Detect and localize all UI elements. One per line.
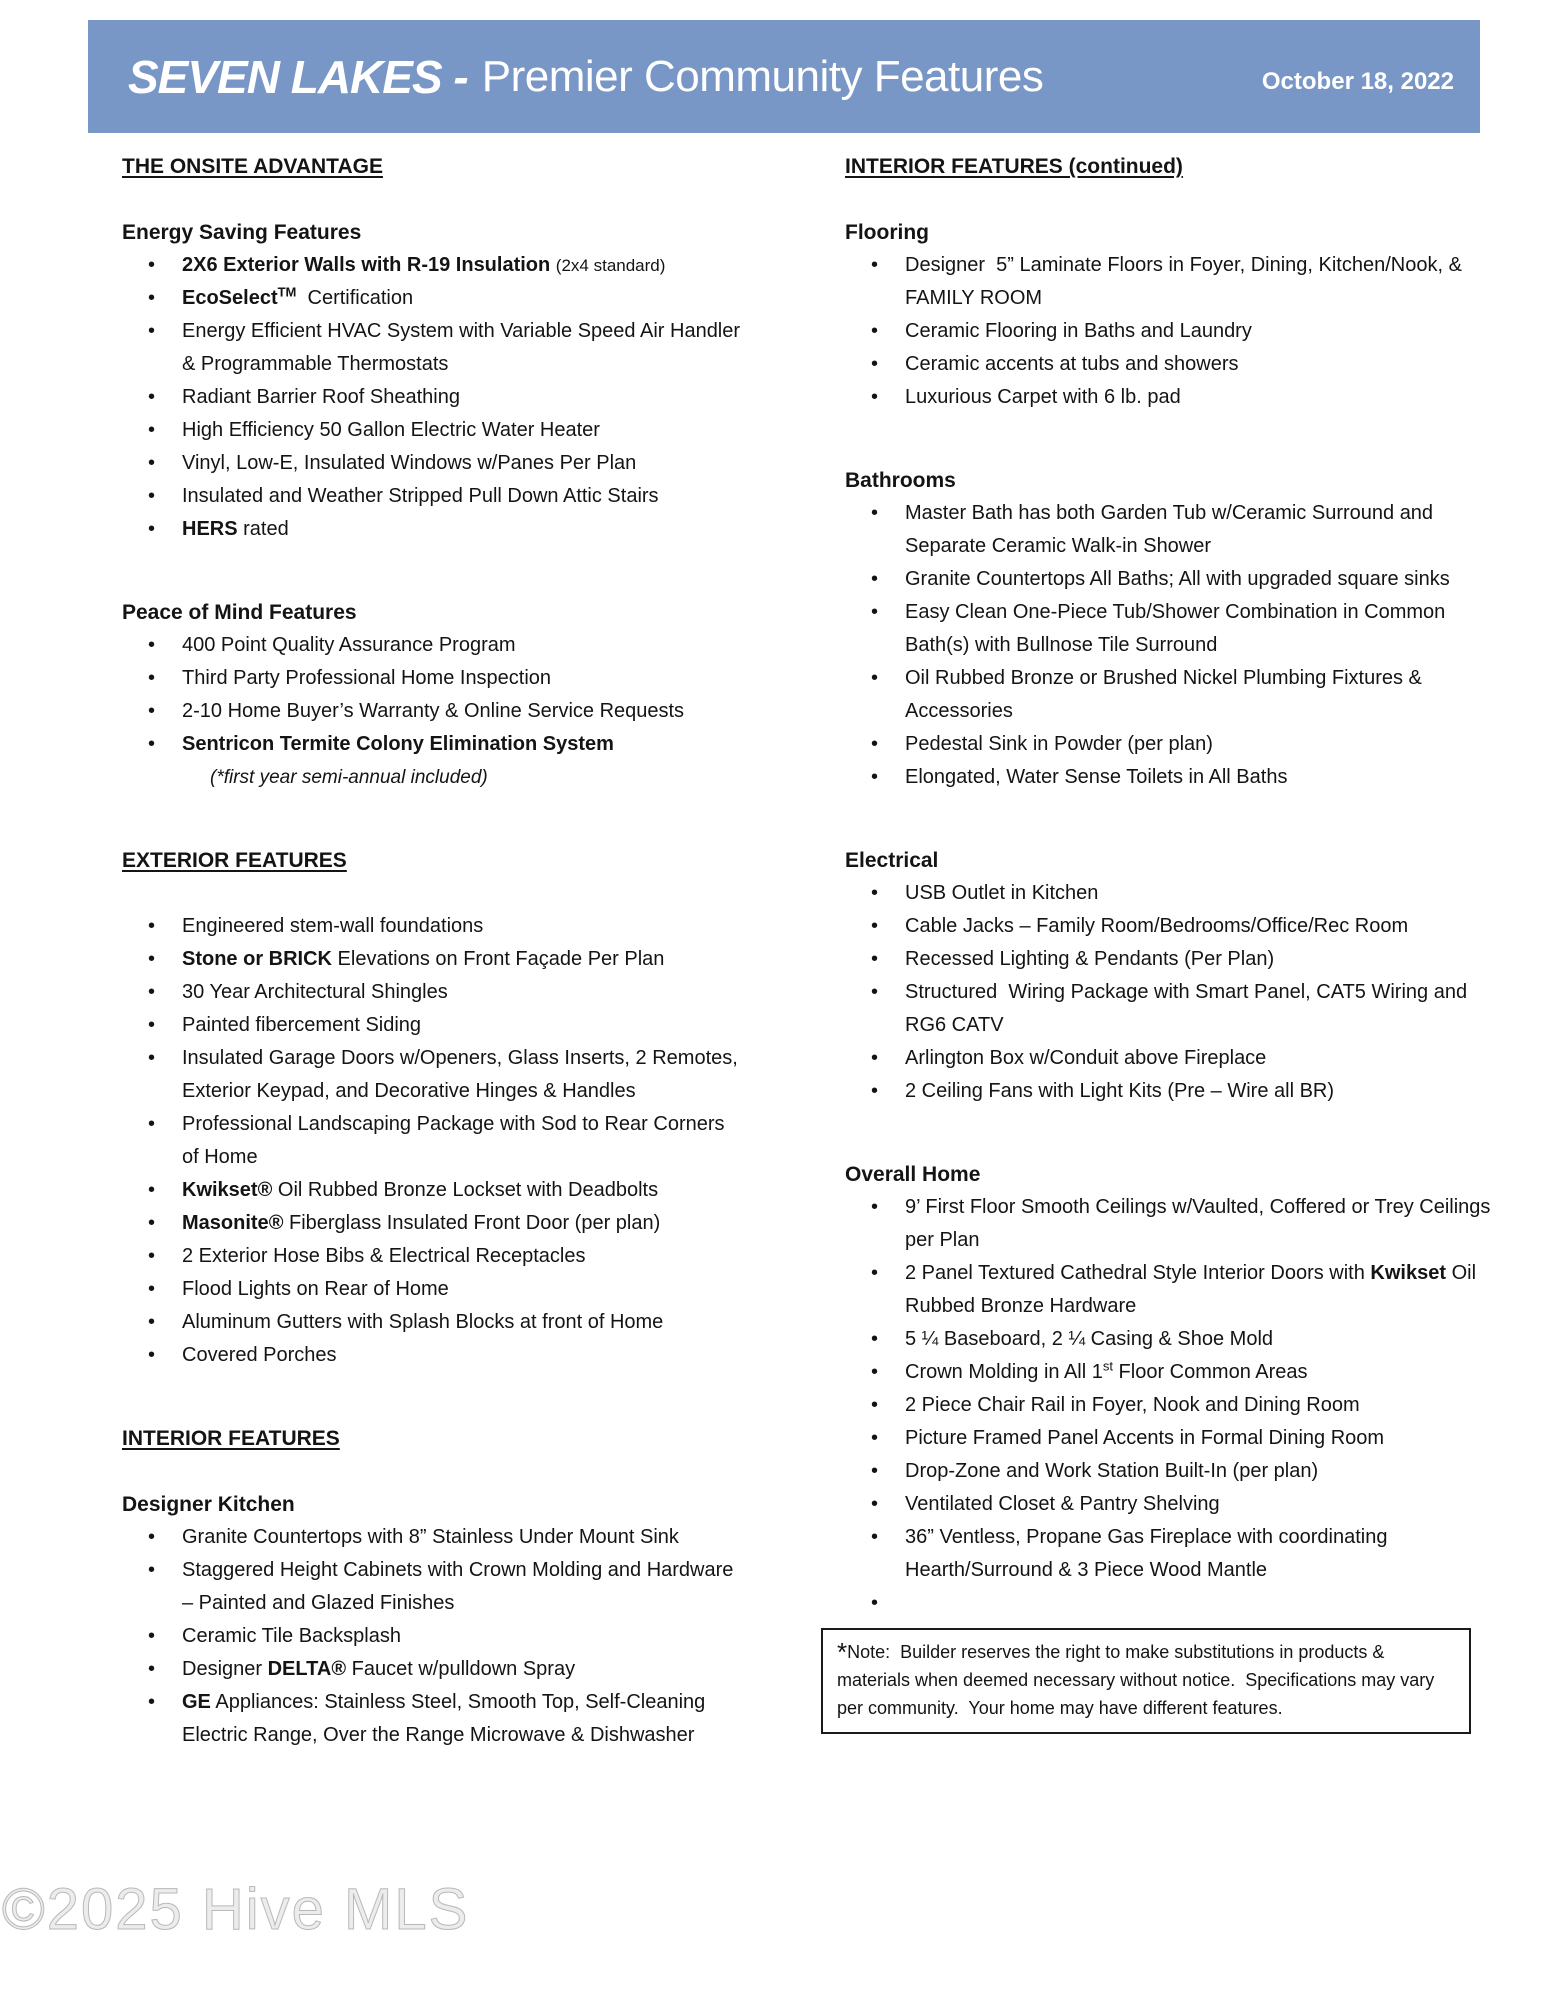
text-run: (*first year semi-annual included) <box>210 767 488 788</box>
list-item <box>122 910 744 943</box>
list-item-text <box>182 1686 744 1752</box>
list-item-text <box>182 513 744 546</box>
subsection-heading: Electrical <box>845 849 939 872</box>
text-run: Appliances: Stainless Steel, Smooth Top, Self-Cleaning Electric Range, Over the Range Microwave & Dishwasher <box>182 1691 711 1746</box>
text-run: 30 Year Architectural Shingles <box>182 981 448 1003</box>
list-item-text <box>182 1653 744 1686</box>
list-item <box>122 1207 744 1240</box>
bullet-icon: • <box>871 1460 879 1482</box>
bullet-icon: • <box>148 1179 156 1201</box>
text-run: GE <box>182 1691 211 1713</box>
bullet-icon: • <box>148 1113 156 1135</box>
bullet-icon: • <box>148 1047 156 1069</box>
bullet-icon: • <box>148 485 156 507</box>
list-item <box>122 1174 744 1207</box>
list-item <box>122 414 744 447</box>
list-item-text <box>905 1191 1496 1257</box>
list-item-text <box>182 1042 744 1108</box>
bullet-icon: • <box>148 1658 156 1680</box>
bullet-icon: • <box>148 320 156 342</box>
list-item <box>845 1455 1493 1488</box>
list-item-text <box>182 629 744 662</box>
text-run: ® <box>331 1658 347 1680</box>
list-item <box>845 348 1493 381</box>
list-item <box>122 629 744 662</box>
text-run: Covered Porches <box>182 1344 337 1366</box>
bullet-icon: • <box>148 419 156 441</box>
bullet-icon: • <box>871 1080 879 1102</box>
text-run: Insulated and Weather Stripped Pull Down Attic Stairs <box>182 485 659 507</box>
text-run: Designer 5” Laminate Floors in Foyer, Dining, Kitchen/Nook, & FAMILY ROOM <box>905 254 1468 309</box>
bullet-icon: • <box>148 1014 156 1036</box>
text-run: Masonite <box>182 1212 269 1234</box>
text-run: High Efficiency 50 Gallon Electric Water Heater <box>182 419 600 441</box>
list-item-text <box>182 1521 744 1554</box>
text-run: Picture Framed Panel Accents in Formal Dining Room <box>905 1427 1385 1449</box>
text-run: Radiant Barrier Roof Sheathing <box>182 386 460 408</box>
list-item-text <box>905 1356 1493 1389</box>
text-run: Kwikset <box>182 1179 258 1201</box>
text-run: Granite Countertops with 8” Stainless Under Mount Sink <box>182 1526 679 1548</box>
bullet-icon: • <box>871 1328 879 1350</box>
bullet-icon: • <box>871 915 879 937</box>
list-item-text <box>182 1273 744 1306</box>
text-run: Pedestal Sink in Powder (per plan) <box>905 733 1213 755</box>
list-item-text <box>182 282 744 315</box>
list-item-text <box>182 1207 744 1240</box>
text-run: Oil Rubbed Bronze or Brushed Nickel Plumbing Fixtures & Accessories <box>905 667 1427 722</box>
list-item <box>845 497 1493 563</box>
list-item-text <box>182 1174 744 1207</box>
text-run: HERS <box>182 518 238 540</box>
bullet-icon: • <box>148 915 156 937</box>
section-heading: INTERIOR FEATURES (continued) <box>845 155 1183 178</box>
list-item-text <box>905 1389 1493 1422</box>
list-item <box>122 513 744 546</box>
bullet-icon: • <box>871 1526 879 1548</box>
bullet-icon: • <box>871 1592 879 1614</box>
text-run: Ventilated Closet & Pantry Shelving <box>905 1493 1220 1515</box>
list-item <box>845 1257 1493 1323</box>
list-item-text <box>905 315 1493 348</box>
bullet-list <box>845 877 1493 1108</box>
text-run: Kwikset <box>1370 1262 1447 1284</box>
subsection-heading: Peace of Mind Features <box>122 601 357 624</box>
text-run: Elevations on Front Façade Per Plan <box>332 948 665 970</box>
bullet-list <box>122 249 744 546</box>
text-run: Cable Jacks – Family Room/Bedrooms/Office/Rec Room <box>905 915 1409 937</box>
list-item-text <box>182 1554 744 1620</box>
text-run: Faucet w/pulldown Spray <box>346 1658 576 1680</box>
text-run: (2x4 standard) <box>555 256 666 275</box>
list-item-text <box>182 1620 744 1653</box>
list-item-text <box>182 662 744 695</box>
bullet-icon: • <box>871 568 879 590</box>
list-item <box>122 381 744 414</box>
bullet-icon: • <box>871 981 879 1003</box>
list-item <box>122 249 744 282</box>
text-run: Granite Countertops All Baths; All with upgraded square sinks <box>905 568 1450 590</box>
list-item-text <box>905 1587 1493 1620</box>
bullet-icon: • <box>148 452 156 474</box>
list-item-text <box>182 695 744 728</box>
text-run: DELTA <box>267 1658 332 1680</box>
text-run: Energy Efficient HVAC System with Variable Speed Air Handler & Programmable Thermostats <box>182 320 746 375</box>
bullet-icon: • <box>148 1245 156 1267</box>
list-item <box>845 1042 1493 1075</box>
text-run: Aluminum Gutters with Splash Blocks at front of Home <box>182 1311 664 1333</box>
text-run: Third Party Professional Home Inspection <box>182 667 552 689</box>
list-item-text <box>182 1240 744 1273</box>
list-item-text <box>905 563 1493 596</box>
text-run: 9’ First Floor Smooth Ceilings w/Vaulted, Coffered or Trey Ceilings per Plan <box>905 1196 1496 1251</box>
bullet-icon: • <box>148 1212 156 1234</box>
section-heading: EXTERIOR FEATURES <box>122 849 347 872</box>
list-item-text <box>905 249 1493 315</box>
text-run: Flood Lights on Rear of Home <box>182 1278 449 1300</box>
list-item <box>845 761 1493 794</box>
text-run: Note: Builder reserves the right to make substitutions in products & materials when deemed necessary without notice. Specifications may vary per community. Your home may have different features. <box>837 1642 1440 1718</box>
bullet-icon: • <box>148 981 156 1003</box>
list-item <box>845 563 1493 596</box>
list-item <box>845 315 1493 348</box>
text-run: Oil Rubbed Bronze Hardware <box>905 1262 1482 1317</box>
list-item <box>845 1356 1493 1389</box>
list-item <box>122 447 744 480</box>
list-item-text <box>182 910 744 943</box>
list-item-text <box>905 1455 1493 1488</box>
text-run: Recessed Lighting & Pendants (Per Plan) <box>905 948 1275 970</box>
bullet-icon: • <box>148 1526 156 1548</box>
list-item <box>122 695 744 728</box>
list-item-text <box>905 348 1493 381</box>
text-run: 2-10 Home Buyer’s Warranty & Online Service Requests <box>182 700 685 722</box>
text-run: Structured Wiring Package with Smart Panel, CAT5 Wiring and RG6 CATV <box>905 981 1473 1036</box>
brand-text: SEVEN LAKES - <box>128 50 468 103</box>
list-item-text <box>182 728 744 761</box>
text-run: TM <box>277 284 297 300</box>
list-item-text <box>182 249 744 282</box>
list-item-text <box>905 596 1493 662</box>
disclaimer-note <box>821 1628 1471 1734</box>
list-item-text <box>905 943 1493 976</box>
list-item <box>845 1587 1493 1620</box>
bullet-icon: • <box>148 1559 156 1581</box>
list-item-text <box>905 728 1493 761</box>
text-run: 5 ¼ Baseboard, 2 ¼ Casing & Shoe Mold <box>905 1328 1274 1350</box>
text-run: Certification <box>296 287 414 309</box>
bullet-icon: • <box>871 502 879 524</box>
right-column <box>837 150 1496 1734</box>
section-heading: THE ONSITE ADVANTAGE <box>122 155 383 178</box>
list-item <box>122 1653 744 1686</box>
bullet-list <box>845 1191 1496 1620</box>
list-item-text <box>905 662 1493 728</box>
list-item-text <box>905 976 1493 1042</box>
bullet-icon: • <box>871 320 879 342</box>
text-run: Fiberglass Insulated Front Door (per plan) <box>283 1212 661 1234</box>
list-item <box>122 1521 744 1554</box>
list-item-text <box>182 976 744 1009</box>
list-item <box>845 596 1493 662</box>
list-item <box>122 315 744 381</box>
list-item-text <box>905 910 1493 943</box>
list-item-text <box>182 1339 744 1372</box>
bullet-icon: • <box>148 1691 156 1713</box>
text-run: USB Outlet in Kitchen <box>905 882 1099 904</box>
list-item <box>122 1554 744 1620</box>
text-run: Insulated Garage Doors w/Openers, Glass Inserts, 2 Remotes, Exterior Keypad, and Decorative Hinges & Handles <box>182 1047 744 1102</box>
list-item <box>122 728 744 761</box>
left-column <box>122 150 744 1752</box>
subsection-heading: Designer Kitchen <box>122 1493 295 1516</box>
text-run: Ceramic accents at tubs and showers <box>905 353 1239 375</box>
page-title: Premier Community Features <box>481 51 1044 101</box>
text-run: Vinyl, Low-E, Insulated Windows w/Panes Per Plan <box>182 452 637 474</box>
bullet-icon: • <box>871 254 879 276</box>
bullet-icon: • <box>871 1394 879 1416</box>
list-item-text <box>905 877 1493 910</box>
list-item-text <box>905 1257 1493 1323</box>
text-run: 36” Ventless, Propane Gas Fireplace with coordinating Hearth/Surround & 3 Piece Wood Mantle <box>905 1526 1394 1581</box>
list-item-text <box>182 1009 744 1042</box>
bullet-list <box>122 629 744 794</box>
list-item <box>122 1240 744 1273</box>
list-item-text <box>182 447 744 480</box>
list-item-text <box>182 480 744 513</box>
list-item <box>845 1422 1493 1455</box>
bullet-icon: • <box>871 1361 879 1383</box>
list-item <box>122 282 744 315</box>
bullet-icon: • <box>148 634 156 656</box>
text-run: Oil Rubbed Bronze Lockset with Deadbolts <box>272 1179 659 1201</box>
list-item-text <box>905 761 1493 794</box>
text-run: Engineered stem-wall foundations <box>182 915 484 937</box>
text-run: EcoSelect <box>182 287 278 309</box>
bullet-icon: • <box>871 1493 879 1515</box>
list-item <box>845 943 1493 976</box>
bullet-icon: • <box>871 1262 879 1284</box>
text-run: st <box>1102 1358 1113 1374</box>
list-item <box>122 1108 744 1174</box>
watermark: ©2025 Hive MLS <box>2 1877 470 1942</box>
bullet-icon: • <box>871 1427 879 1449</box>
text-run: Elongated, Water Sense Toilets in All Baths <box>905 766 1288 788</box>
bullet-list <box>122 910 744 1372</box>
text-run: Drop-Zone and Work Station Built-In (per plan) <box>905 1460 1319 1482</box>
bullet-list <box>845 497 1493 794</box>
text-run: 2X6 Exterior Walls with R-19 Insulation <box>182 254 556 276</box>
bullet-icon: • <box>871 601 879 623</box>
list-item <box>845 976 1493 1042</box>
list-subnote <box>210 761 744 794</box>
bullet-icon: • <box>871 1196 879 1218</box>
text-run: 400 Point Quality Assurance Program <box>182 634 516 656</box>
list-item <box>122 662 744 695</box>
list-item-text <box>182 943 744 976</box>
list-item-text <box>182 381 744 414</box>
text-run: Easy Clean One-Piece Tub/Shower Combination in Common Bath(s) with Bullnose Tile Surround <box>905 601 1451 656</box>
list-item-text <box>905 1422 1493 1455</box>
text-run: 2 Ceiling Fans with Light Kits (Pre – Wire all BR) <box>905 1080 1335 1102</box>
text-run: Luxurious Carpet with 6 lb. pad <box>905 386 1181 408</box>
text-run: Crown Molding in All 1 <box>905 1361 1103 1383</box>
text-run: Master Bath has both Garden Tub w/Ceramic Surround and Separate Ceramic Walk-in Shower <box>905 502 1439 557</box>
bullet-icon: • <box>148 733 156 755</box>
bullet-icon: • <box>148 518 156 540</box>
list-item-text <box>182 414 744 447</box>
bullet-icon: • <box>148 1311 156 1333</box>
subsection-heading: Bathrooms <box>845 469 956 492</box>
text-run: Stone or BRICK <box>182 948 332 970</box>
bullet-icon: • <box>871 882 879 904</box>
bullet-icon: • <box>148 667 156 689</box>
section-heading: INTERIOR FEATURES <box>122 1427 340 1450</box>
list-item-text <box>905 1488 1493 1521</box>
list-item-text <box>905 1075 1493 1108</box>
text-run: 2 Piece Chair Rail in Foyer, Nook and Dining Room <box>905 1394 1360 1416</box>
subsection-heading: Overall Home <box>845 1163 981 1186</box>
list-item <box>845 1389 1493 1422</box>
text-run: 2 Panel Textured Cathedral Style Interior Doors with <box>905 1262 1371 1284</box>
bullet-icon: • <box>871 948 879 970</box>
list-item <box>845 1191 1496 1257</box>
list-item-text <box>905 1042 1493 1075</box>
text-run: Sentricon Termite Colony Elimination System <box>182 733 614 755</box>
list-item <box>122 943 744 976</box>
list-item-text <box>182 1108 744 1174</box>
list-item <box>122 1306 744 1339</box>
text-run: 2 Exterior Hose Bibs & Electrical Receptacles <box>182 1245 586 1267</box>
bullet-icon: • <box>871 353 879 375</box>
bullet-icon: • <box>871 386 879 408</box>
text-run: Staggered Height Cabinets with Crown Molding and Hardware – Painted and Glazed Finishes <box>182 1559 739 1614</box>
bullet-icon: • <box>871 667 879 689</box>
bullet-icon: • <box>871 733 879 755</box>
list-item-text <box>905 381 1493 414</box>
bullet-icon: • <box>148 1278 156 1300</box>
list-item <box>845 1521 1493 1587</box>
bullet-icon: • <box>148 254 156 276</box>
bullet-icon: • <box>148 1625 156 1647</box>
bullet-icon: • <box>148 1344 156 1366</box>
list-item <box>845 1075 1493 1108</box>
list-item <box>122 1620 744 1653</box>
list-item <box>845 381 1493 414</box>
list-item-text <box>905 1323 1493 1356</box>
list-item <box>845 1323 1493 1356</box>
list-item <box>845 249 1493 315</box>
text-run: Professional Landscaping Package with Sod to Rear Corners of Home <box>182 1113 731 1168</box>
bullet-list <box>845 249 1493 414</box>
bullet-icon: • <box>148 700 156 722</box>
list-item <box>122 1042 744 1108</box>
list-item <box>122 976 744 1009</box>
list-item <box>845 877 1493 910</box>
bullet-list <box>122 1521 744 1752</box>
list-item <box>845 728 1493 761</box>
text-run: * <box>837 1637 848 1667</box>
text-run: Designer <box>182 1658 268 1680</box>
text-run: rated <box>237 518 289 540</box>
text-run: Painted fibercement Siding <box>182 1014 422 1036</box>
text-run: Ceramic Flooring in Baths and Laundry <box>905 320 1252 342</box>
text-run: Ceramic Tile Backsplash <box>182 1625 401 1647</box>
list-item <box>122 480 744 513</box>
bullet-icon: • <box>148 287 156 309</box>
list-item <box>845 662 1493 728</box>
list-item <box>122 1273 744 1306</box>
list-item-text <box>182 315 744 381</box>
list-item-text <box>905 1521 1493 1587</box>
header-banner <box>88 20 1480 133</box>
list-item-text <box>905 497 1493 563</box>
list-item <box>845 1488 1493 1521</box>
text-run: Arlington Box w/Conduit above Fireplace <box>905 1047 1267 1069</box>
list-item <box>122 1009 744 1042</box>
list-item <box>122 1339 744 1372</box>
subsection-heading: Energy Saving Features <box>122 221 362 244</box>
subsection-heading: Flooring <box>845 221 929 244</box>
list-item <box>122 1686 744 1752</box>
bullet-icon: • <box>148 948 156 970</box>
bullet-icon: • <box>871 1047 879 1069</box>
bullet-icon: • <box>871 766 879 788</box>
text-run: ® <box>268 1212 284 1234</box>
header-date: October 18, 2022 <box>1261 67 1454 95</box>
list-item-text <box>182 1306 744 1339</box>
bullet-icon: • <box>148 386 156 408</box>
list-item <box>845 910 1493 943</box>
text-run: ® <box>257 1179 273 1201</box>
text-run: Floor Common Areas <box>1113 1361 1308 1383</box>
